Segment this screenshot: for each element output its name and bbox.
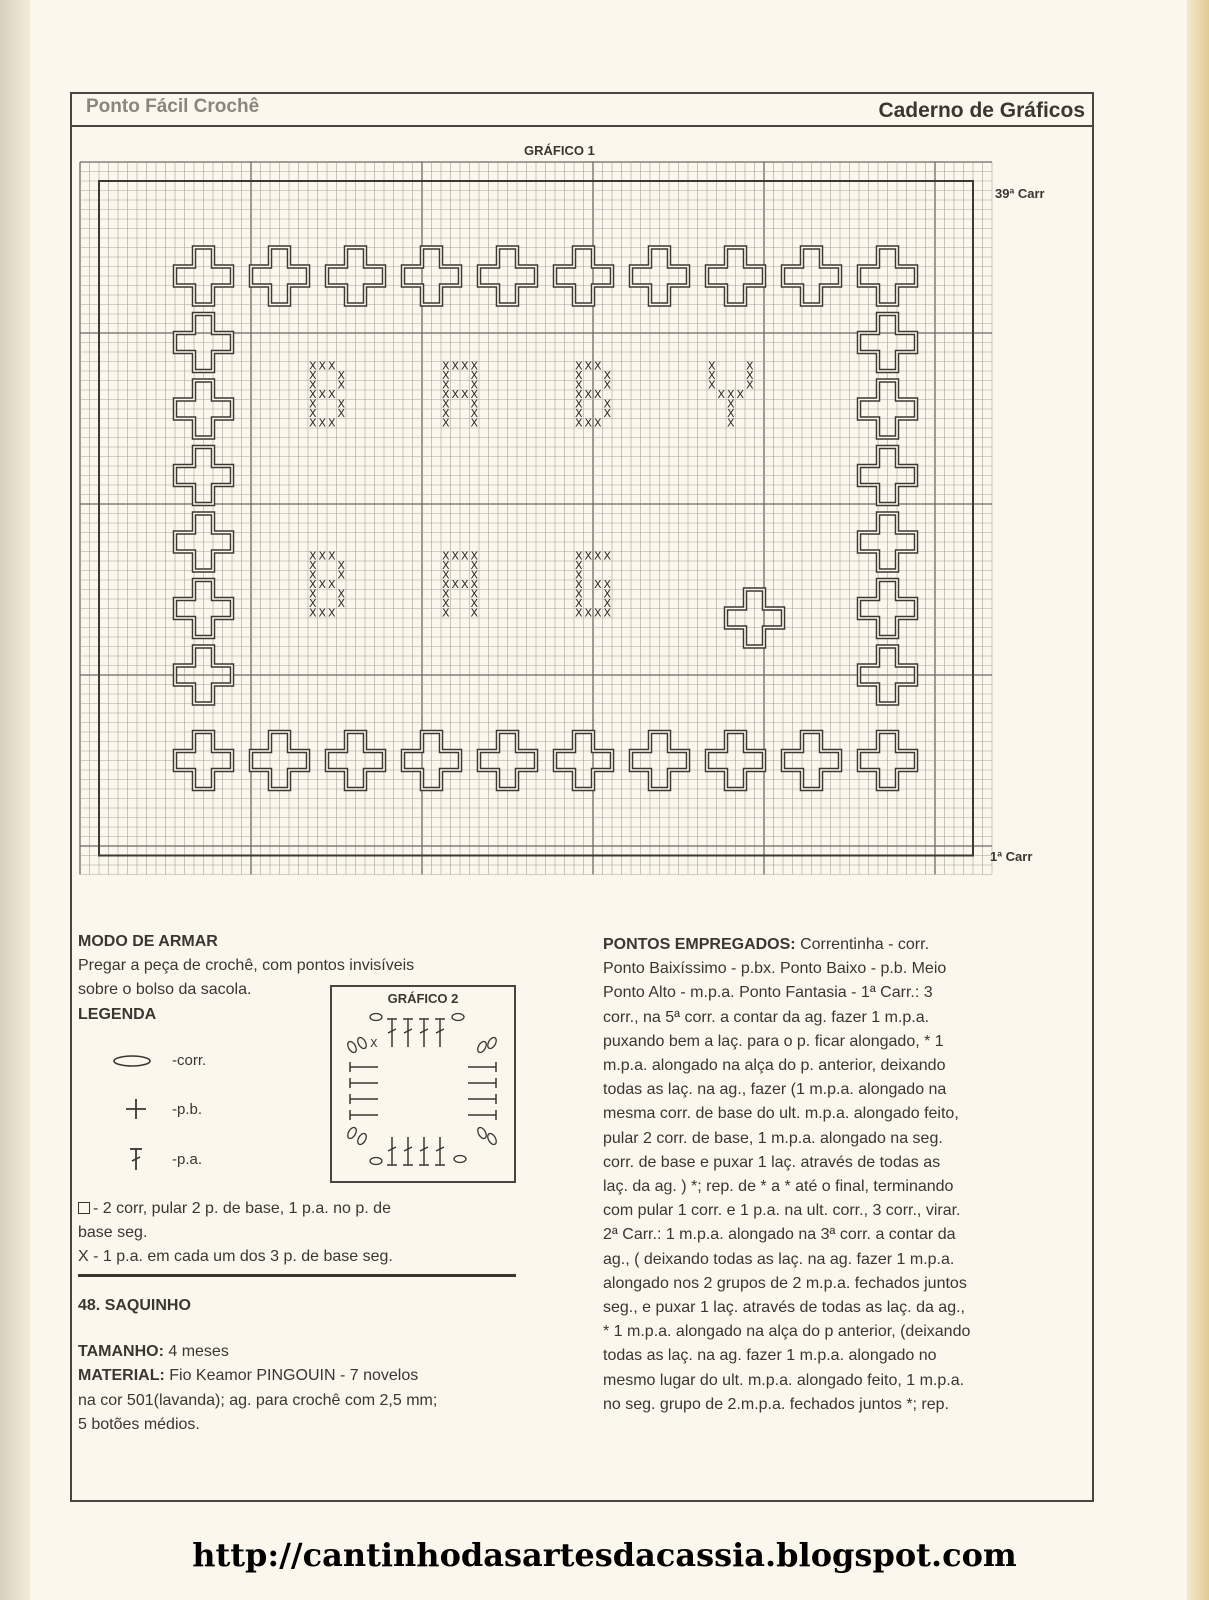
- pontos-line: 2ª Carr.: 1 m.p.a. alongado na 3ª corr. a contar da: [603, 1226, 956, 1244]
- chain-loop: [356, 1036, 368, 1050]
- x-mark: X: [584, 388, 593, 402]
- x-mark: X: [308, 407, 317, 421]
- x-mark: X: [451, 578, 460, 592]
- modo-line-1: Pregar a peça de crochê, com pontos invisíveis: [78, 957, 415, 975]
- x-marks: [309, 360, 754, 620]
- x-mark: X: [726, 388, 735, 402]
- x-mark: X: [603, 578, 612, 592]
- chain-loop: [486, 1036, 498, 1050]
- x-mark: X: [460, 359, 469, 373]
- x-mark: X: [470, 388, 479, 402]
- x-mark: X: [593, 606, 602, 620]
- x-mark: X: [745, 369, 754, 383]
- x-mark: X: [318, 359, 327, 373]
- x-mark: X: [470, 359, 479, 373]
- x-mark: X: [308, 397, 317, 411]
- x-mark: X: [441, 397, 450, 411]
- pontos-line: laç. da ag. ) *; rep. de * a * até o final, terminando: [603, 1178, 954, 1196]
- x-mark: X: [370, 1037, 378, 1050]
- x-mark: X: [603, 606, 612, 620]
- pontos-line: seg., e puxar 1 laç. através de todas as laç. da ag.,: [603, 1299, 965, 1317]
- x-mark: X: [308, 359, 317, 373]
- double-crochet-symbol-icon: [124, 1146, 154, 1174]
- grafico1-title: GRÁFICO 1: [524, 143, 595, 158]
- x-mark: X: [327, 578, 336, 592]
- x-mark: X: [470, 416, 479, 430]
- chain-loop: [370, 1014, 382, 1021]
- x-mark: X: [574, 578, 583, 592]
- x-mark: X: [574, 388, 583, 402]
- legend-pa: -p.a.: [172, 1151, 203, 1168]
- x-mark: X: [745, 378, 754, 392]
- pontos-line: no seg. grupo de 2.m.p.a. fechados juntos *; rep.: [603, 1395, 949, 1413]
- x-mark: X: [441, 606, 450, 620]
- x-mark: X: [337, 568, 346, 582]
- x-mark: X: [337, 378, 346, 392]
- x-mark: X: [451, 359, 460, 373]
- x-mark: X: [318, 606, 327, 620]
- section-separator: [78, 1274, 516, 1277]
- tamanho-line: TAMANHO: 4 meses: [78, 1343, 229, 1361]
- x-mark: X: [593, 416, 602, 430]
- x-mark: X: [470, 578, 479, 592]
- x-mark: X: [441, 549, 450, 563]
- x-mark: X: [327, 359, 336, 373]
- x-mark: X: [337, 397, 346, 411]
- grafico2-diagram: [332, 1009, 514, 1179]
- pontos-section: [603, 933, 1053, 1417]
- modo-title: MODO DE ARMAR: [78, 933, 218, 950]
- x-mark: X: [308, 378, 317, 392]
- x-mark: X: [593, 578, 602, 592]
- x-mark: X: [308, 388, 317, 402]
- pontos-line: ag., ( deixando todas as laç. na ag. fazer 1 m.p.a.: [603, 1250, 955, 1268]
- x-mark: X: [327, 416, 336, 430]
- legend-notes: [78, 1197, 518, 1270]
- x-mark: X: [451, 388, 460, 402]
- x-mark: X: [470, 369, 479, 383]
- x-mark: X: [717, 388, 726, 402]
- x-mark: X: [337, 369, 346, 383]
- x-mark: X: [327, 549, 336, 563]
- saquinho-section: [78, 1294, 528, 1437]
- x-mark: X: [337, 587, 346, 601]
- x-mark: X: [603, 587, 612, 601]
- x-mark: X: [337, 597, 346, 611]
- x-mark: X: [745, 359, 754, 373]
- legend-corr: -corr.: [172, 1052, 207, 1069]
- material-line-3: 5 botões médios.: [78, 1415, 200, 1433]
- x-mark: X: [574, 407, 583, 421]
- x-mark: X: [460, 549, 469, 563]
- x-mark: X: [441, 578, 450, 592]
- x-mark: X: [470, 606, 479, 620]
- pontos-line: * 1 m.p.a. alongado na alça do p anterior, (deixando: [603, 1323, 971, 1341]
- x-mark: X: [574, 397, 583, 411]
- legenda-title: LEGENDA: [78, 1005, 157, 1023]
- x-mark: X: [584, 606, 593, 620]
- x-mark: X: [593, 388, 602, 402]
- x-mark: X: [707, 378, 716, 392]
- legend-pb: -p.b.: [172, 1101, 203, 1118]
- x-mark: X: [318, 388, 327, 402]
- x-mark: X: [318, 549, 327, 563]
- x-mark: X: [603, 407, 612, 421]
- x-mark: X: [470, 397, 479, 411]
- chain-loop: [370, 1158, 382, 1165]
- x-mark: X: [593, 549, 602, 563]
- x-mark: X: [574, 559, 583, 573]
- x-mark: X: [441, 597, 450, 611]
- page-spine-shadow: [0, 0, 30, 1600]
- x-mark: X: [441, 416, 450, 430]
- x-mark: X: [308, 416, 317, 430]
- x-mark: X: [603, 378, 612, 392]
- material-line: MATERIAL: Fio Keamor PINGOUIN - 7 novelos: [78, 1367, 419, 1385]
- saquinho-title: 48. SAQUINHO: [78, 1297, 191, 1314]
- x-mark: X: [574, 369, 583, 383]
- modo-line-2: sobre o bolso da sacola.: [78, 981, 252, 999]
- x-mark: X: [327, 388, 336, 402]
- chain-loop: [346, 1040, 358, 1054]
- blog-url[interactable]: http://cantinhodasartesdacassia.blogspot.com: [192, 1536, 1017, 1574]
- x-mark: X: [574, 597, 583, 611]
- x-mark: X: [726, 397, 735, 411]
- x-mark: X: [441, 587, 450, 601]
- x-mark: X: [441, 378, 450, 392]
- x-mark: X: [574, 359, 583, 373]
- row-label-top: 39ª Carr: [995, 186, 1045, 201]
- magazine-title: Ponto Fácil Crochê: [86, 96, 260, 117]
- x-mark: X: [451, 549, 460, 563]
- grafico2-box: [330, 985, 516, 1183]
- x-mark: X: [441, 407, 450, 421]
- x-mark: X: [337, 559, 346, 573]
- x-mark: X: [470, 587, 479, 601]
- x-mark: X: [308, 587, 317, 601]
- x-mark: X: [441, 369, 450, 383]
- pontos-line: com pular 1 corr. e 1 p.a. na ult. corr., 3 corr., virar.: [603, 1202, 961, 1220]
- x-mark: X: [441, 559, 450, 573]
- legend-square-line-2: base seg.: [78, 1224, 148, 1242]
- pontos-line: mesmo lugar do ult. m.p.a. alongado feito, 1 m.p.a.: [603, 1371, 965, 1389]
- header-rule: [70, 125, 1094, 127]
- x-mark: X: [574, 416, 583, 430]
- x-mark: X: [603, 397, 612, 411]
- x-mark: X: [736, 388, 745, 402]
- pontos-line: todas as laç. na ag., fazer (1 m.p.a. alongado na: [603, 1081, 947, 1099]
- chain-loop: [356, 1132, 368, 1146]
- section-title: Caderno de Gráficos: [878, 99, 1085, 122]
- x-mark: X: [308, 606, 317, 620]
- x-mark: X: [460, 578, 469, 592]
- x-mark: X: [470, 559, 479, 573]
- legend-square-line: - 2 corr, pular 2 p. de base, 1 p.a. no p. de: [78, 1197, 518, 1221]
- x-mark: X: [574, 606, 583, 620]
- chain-loop: [452, 1014, 464, 1021]
- chain-loop: [454, 1156, 466, 1163]
- pontos-line: m.p.a. alongado na alça do p. anterior, deixando: [603, 1057, 946, 1075]
- pontos-line: mesma corr. de base do ult. m.p.a. alongado feito,: [603, 1105, 959, 1123]
- x-mark: X: [318, 578, 327, 592]
- chain-symbol-icon: [110, 1052, 160, 1072]
- x-mark: X: [574, 549, 583, 563]
- row-label-bottom: 1ª Carr: [990, 849, 1033, 864]
- page-edge: [1187, 0, 1209, 1600]
- x-mark: X: [603, 597, 612, 611]
- x-mark: X: [584, 416, 593, 430]
- x-mark: X: [441, 388, 450, 402]
- x-mark: X: [593, 359, 602, 373]
- x-mark: X: [327, 606, 336, 620]
- pontos-line: Ponto Baixíssimo - p.bx. Ponto Baixo - p.b. Meio: [603, 960, 947, 978]
- x-mark: X: [318, 416, 327, 430]
- x-mark: X: [470, 597, 479, 611]
- x-mark: X: [308, 578, 317, 592]
- grafico1-chart: [78, 160, 998, 882]
- x-mark: X: [707, 359, 716, 373]
- x-mark: X: [707, 369, 716, 383]
- pontos-line: alongado nos 2 grupos de 2 m.p.a. fechados juntos: [603, 1274, 967, 1292]
- chain-loop: [476, 1040, 488, 1054]
- pontos-line: corr. de base e puxar 1 laç. através de todas as: [603, 1153, 941, 1171]
- x-mark: X: [574, 378, 583, 392]
- legend-x-line: X - 1 p.a. em cada um dos 3 p. de base seg.: [78, 1248, 393, 1266]
- pontos-line: pular 2 corr. de base, 1 m.p.a. alongado na seg.: [603, 1129, 943, 1147]
- chain-loop: [476, 1126, 488, 1140]
- pontos-first-line: PONTOS EMPREGADOS: Correntinha - corr.: [603, 936, 930, 953]
- x-mark: X: [441, 568, 450, 582]
- x-mark: X: [726, 407, 735, 421]
- pontos-line: Ponto Alto - m.p.a. Ponto Fantasia - 1ª Carr.: 3: [603, 984, 933, 1002]
- x-mark: X: [308, 369, 317, 383]
- x-mark: X: [574, 587, 583, 601]
- x-mark: X: [308, 568, 317, 582]
- pontos-line: puxando bem a laç. para o p. ficar alongado, * 1: [603, 1032, 944, 1050]
- x-mark: X: [470, 407, 479, 421]
- chain-loop: [486, 1132, 498, 1146]
- x-mark: X: [470, 549, 479, 563]
- x-mark: X: [603, 369, 612, 383]
- square-symbol-icon: [78, 1202, 90, 1214]
- x-mark: X: [584, 549, 593, 563]
- x-mark: X: [460, 388, 469, 402]
- x-mark: X: [308, 549, 317, 563]
- x-mark: X: [470, 568, 479, 582]
- x-mark: X: [441, 359, 450, 373]
- pontos-line: corr., na 5ª corr. a contar da ag. fazer 1 m.p.a.: [603, 1008, 930, 1026]
- x-mark: X: [308, 559, 317, 573]
- x-mark: X: [470, 378, 479, 392]
- x-mark: X: [603, 549, 612, 563]
- pontos-line: todas as laç. na ag. fazer 1 m.p.a. alongado no: [603, 1347, 937, 1365]
- chain-loop: [346, 1126, 358, 1140]
- x-mark: X: [726, 416, 735, 430]
- x-mark: X: [584, 359, 593, 373]
- material-line-2: na cor 501(lavanda); ag. para crochê com 2,5 mm;: [78, 1391, 438, 1409]
- single-crochet-symbol-icon: [124, 1097, 154, 1123]
- x-mark: X: [308, 597, 317, 611]
- x-mark: X: [337, 407, 346, 421]
- grafico2-title: GRÁFICO 2: [387, 991, 459, 1006]
- x-mark: X: [574, 568, 583, 582]
